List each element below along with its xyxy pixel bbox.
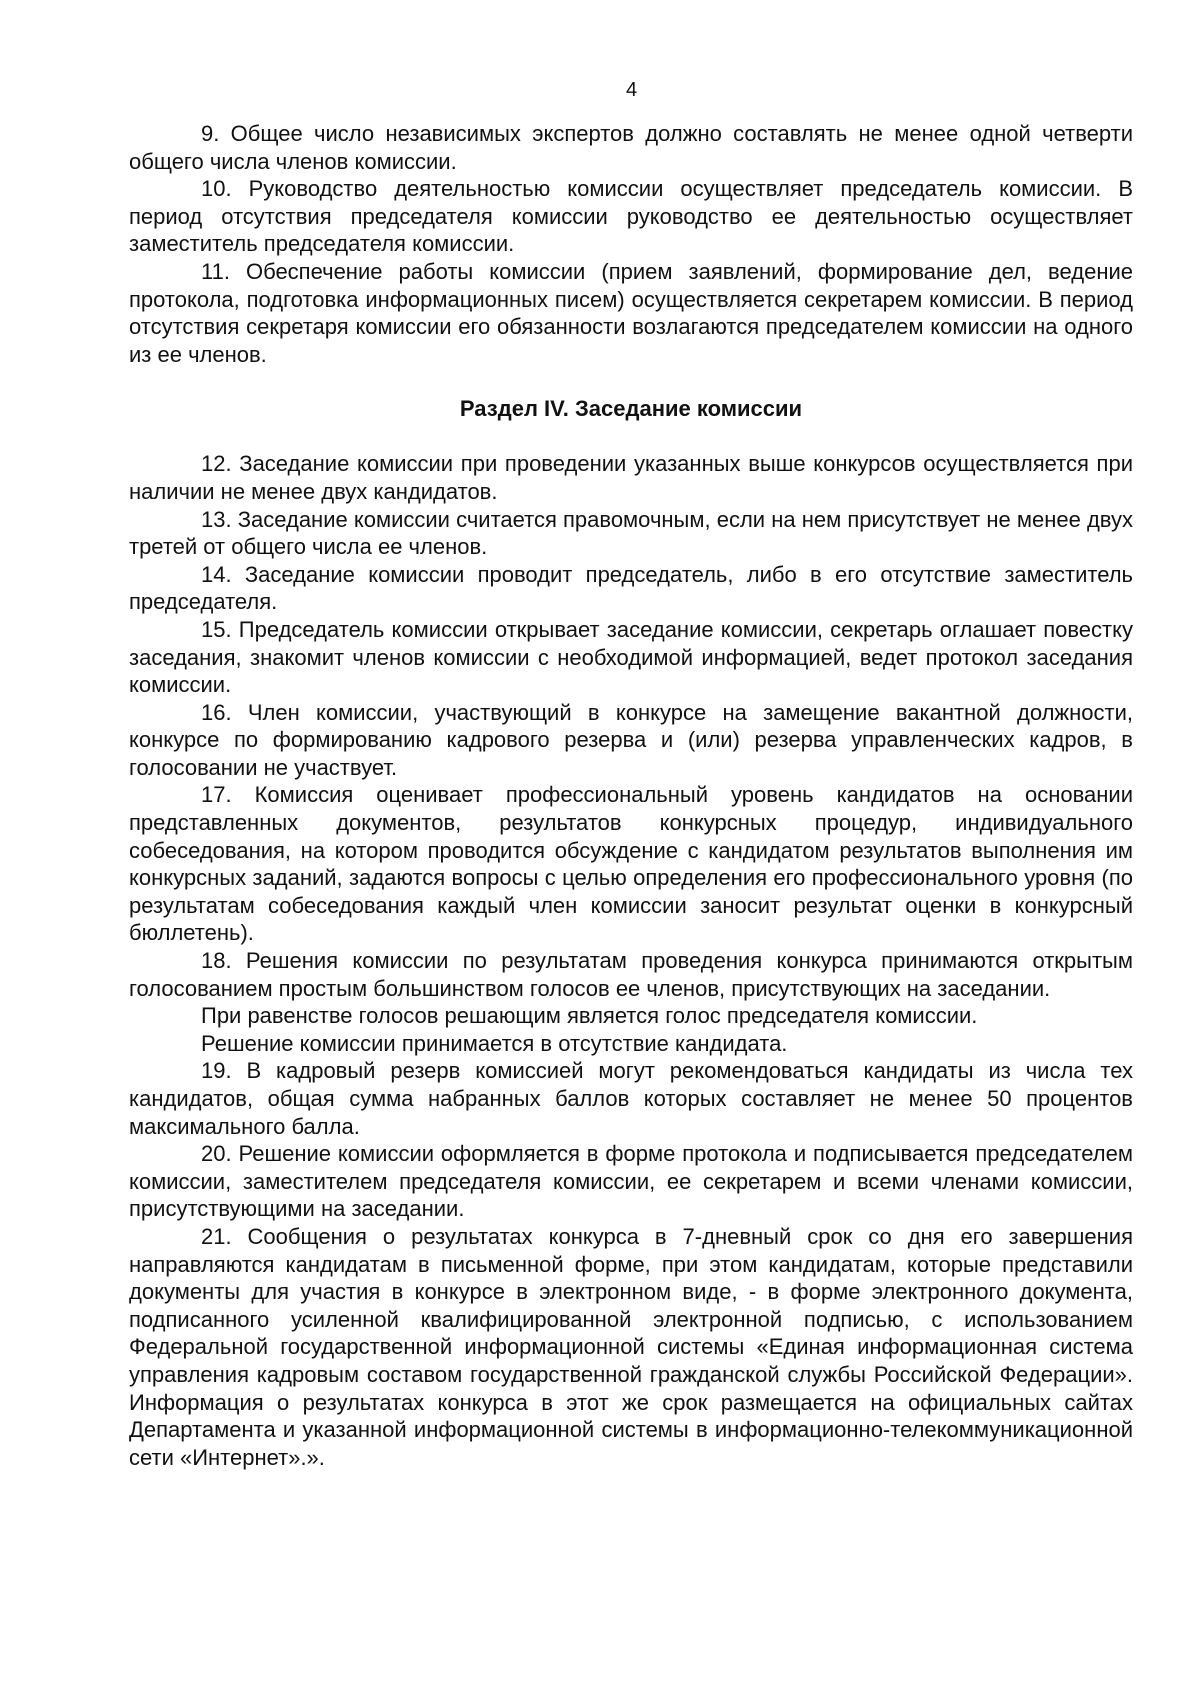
paragraph-12: 12. Заседание комиссии при проведении указанных выше конкурсов осуществляется при наличии не менее двух кандидатов. <box>129 451 1133 504</box>
paragraph-13: 13. Заседание комиссии считается правомочным, если на нем присутствует не менее двух третей от общего числа ее членов. <box>129 506 1133 560</box>
paragraph-18-tie-rule: При равенстве голосов решающим является голос председателя комиссии. <box>201 1003 978 1029</box>
paragraph-20: 20. Решение комиссии оформляется в форме протокола и подписывается председателем комиссии, заместителем председателя комиссии, ее секретарем и всеми членами комиссии, присутствующими на заседании. <box>129 1141 1133 1222</box>
paragraph-18-absence-rule: Решение комиссии принимается в отсутствие кандидата. <box>201 1030 788 1056</box>
page-number: 4 <box>625 79 638 101</box>
paragraph-15: 15. Председатель комиссии открывает заседание комиссии, секретарь оглашает повестку заседания, знакомит членов комиссии с необходимой информацией, ведет протокол заседания комиссии. <box>129 616 1133 698</box>
paragraph-21: 21. Сообщения о результатах конкурса в 7-дневный срок со дня его завершения направляются кандидатам в письменной форме, при этом кандидатам, которые представили документы для участия в конкурсе в электронном виде, - в форме электронного документа, подписанного усиленной квалифицированной электронной подписью, с использованием Федеральной государственной информационной системы «Единая информационная система управления кадровым составом государственной гражданской службы Российской Федерации». Информация о результатах конкурса в этот же срок размещается на официальных сайтах Департамента и указанной информационной системы в информационно-телекоммуникационной сети «Интернет».». <box>129 1223 1133 1470</box>
paragraph-11: 11. Обеспечение работы комиссии (прием заявлений, формирование дел, ведение протокола, подготовка информационных писем) осуществляется секретарем комиссии. В период отсутствия секретаря комиссии его обязанности возлагаются председателем комиссии на одного из ее членов. <box>129 258 1133 367</box>
paragraph-10: 10. Руководство деятельностью комиссии осуществляет председатель комиссии. В период отсутствия председателя комиссии руководство ее деятельностью осуществляет заместитель председателя комиссии. <box>129 176 1133 257</box>
section-heading: Раздел IV. Заседание комиссии <box>459 396 803 422</box>
document-body <box>129 120 1133 1471</box>
paragraph-16: 16. Член комиссии, участвующий в конкурсе на замещение вакантной должности, конкурсе по формированию кадрового резерва и (или) резерва управленческих кадров, в голосовании не участвует. <box>129 699 1133 780</box>
paragraph-9: 9. Общее число независимых экспертов должно составлять не менее одной четверти общего числа членов комиссии. <box>129 121 1133 174</box>
paragraph-17: 17. Комиссия оценивает профессиональный уровень кандидатов на основании представленных документов, результатов конкурсных процедур, индивидуального собеседования, на котором проводится обсуждение с кандидатом результатов выполнения им конкурсных заданий, задаются вопросы с целью определения его профессионального уровня (по результатам собеседования каждый член комиссии заносит результат оценки в конкурсный бюллетень). <box>129 782 1133 946</box>
paragraph-19: 19. В кадровый резерв комиссией могут рекомендоваться кандидаты из числа тех кандидатов, общая сумма набранных баллов которых составляет не менее 50 процентов максимального балла. <box>129 1058 1133 1139</box>
paragraph-14: 14. Заседание комиссии проводит председатель, либо в его отсутствие заместитель председателя. <box>129 561 1133 615</box>
paragraph-18: 18. Решения комиссии по результатам проведения конкурса принимаются открытым голосованием простым большинством голосов ее членов, присутствующих на заседании. <box>129 948 1133 1001</box>
